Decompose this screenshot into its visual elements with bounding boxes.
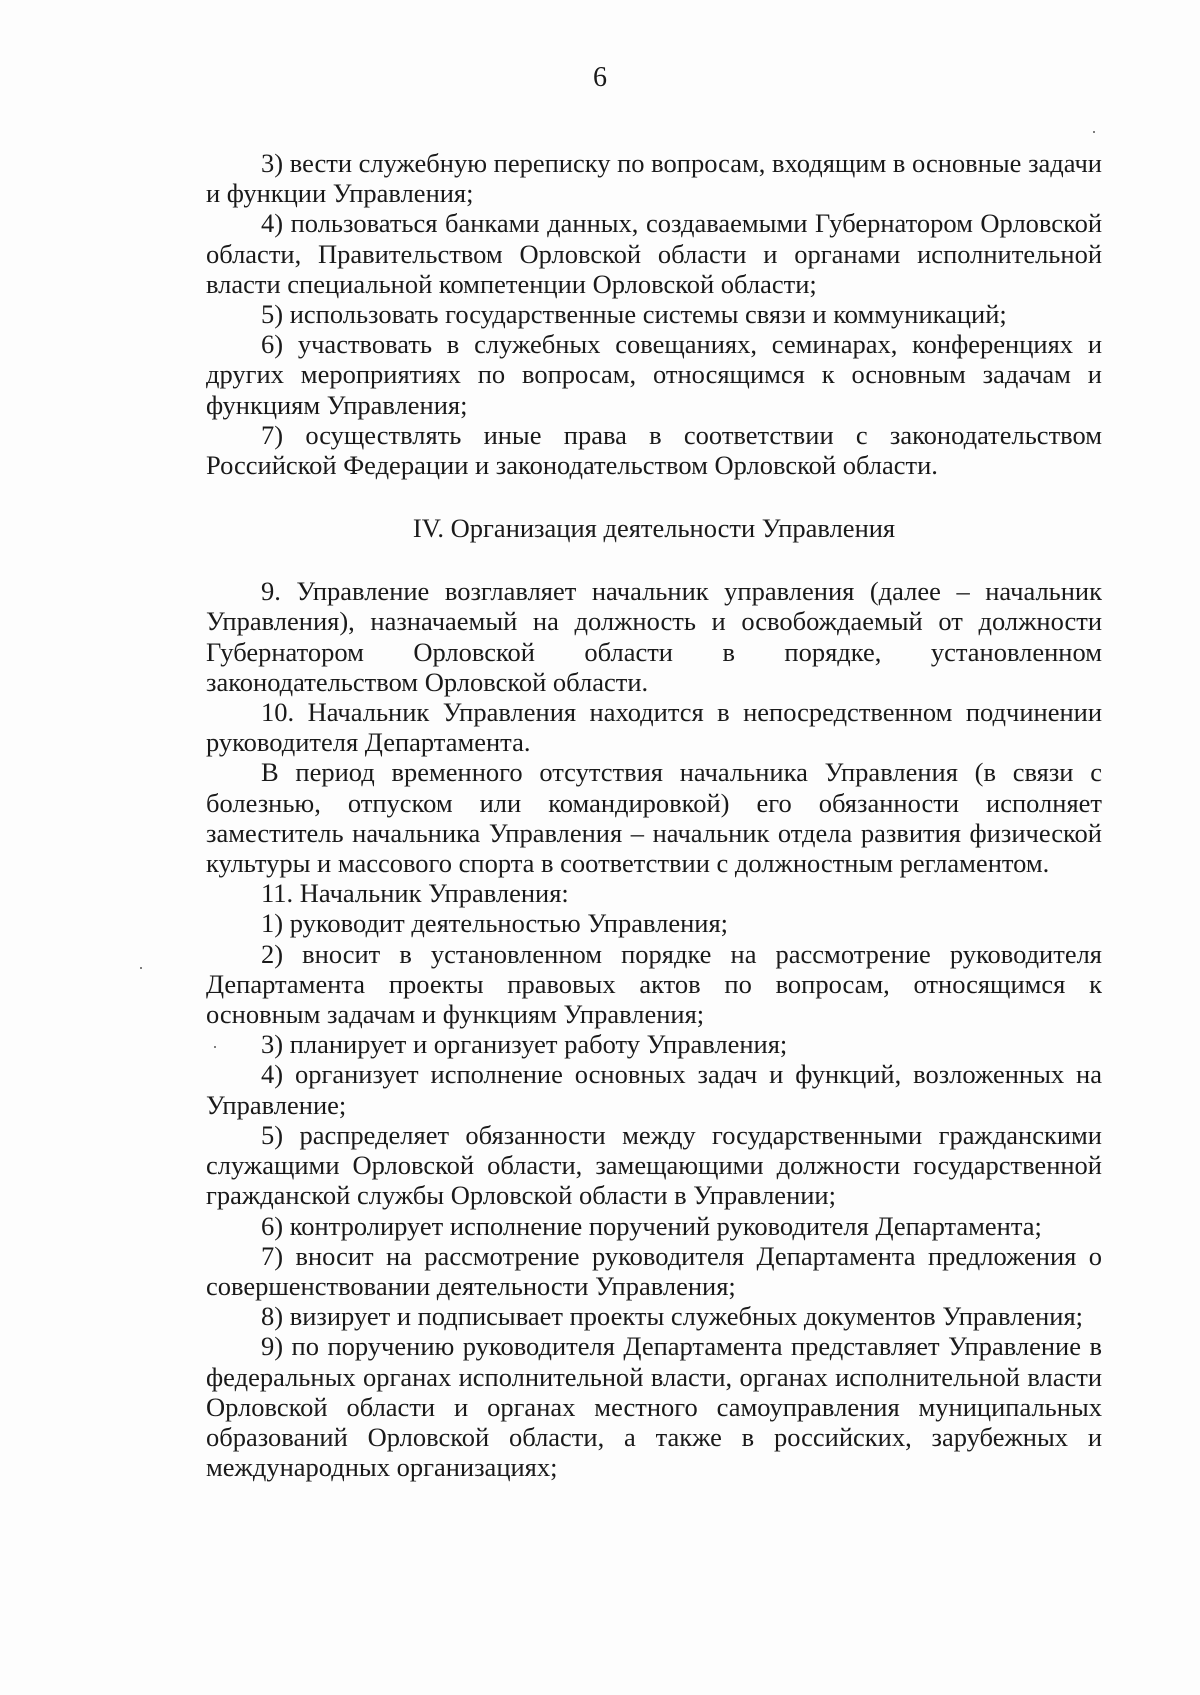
paragraph-rights-3: 3) вести служебную переписку по вопросам, входящим в основные задачи и функции Управления;: [206, 148, 1102, 209]
paragraph-11-item-1: 1) руководит деятельностью Управления;: [261, 908, 729, 939]
document-body: [206, 148, 1102, 1482]
paragraph-11: 11. Начальник Управления:: [261, 878, 569, 909]
paragraph-rights-4: 4) пользоваться банками данных, создаваемыми Губернатором Орловской области, Правительством Орловской области и органами исполнительной власти специальной компетенции Орловской области;: [206, 208, 1102, 299]
paragraph-11-item-8: 8) визирует и подписывает проекты служебных документов Управления;: [261, 1301, 1084, 1332]
paragraph-rights-7: 7) осуществлять иные права в соответствии с законодательством Российской Федерации и законодательством Орловской области.: [206, 419, 1102, 481]
paragraph-rights-5: 5) использовать государственные системы связи и коммуникаций;: [261, 299, 1007, 330]
paragraph-11-item-4: 4) организует исполнение основных задач и функций, возложенных на Управление;: [206, 1059, 1102, 1120]
page-number: 6: [593, 62, 607, 93]
scan-speck: [1093, 131, 1095, 133]
section-heading: IV. Организация деятельности Управления: [412, 513, 896, 544]
paragraph-11-item-2: 2) вносит в установленном порядке на рассмотрение руководителя Департамента проекты правовых актов по вопросам, относящимся к основным задачам и функциям Управления;: [206, 938, 1102, 1030]
paragraph-10-substitute: В период временного отсутствия начальника Управления (в связи с болезнью, отпуском или командировкой) его обязанности исполняет заместитель начальника Управления – начальник отдела развития физической культуры и массового спорта в соответствии с должностным регламентом.: [206, 757, 1102, 879]
paragraph-9: 9. Управление возглавляет начальник управления (далее – начальник Управления), назначаемый на должность и освобождаемый от должности Губернатором Орловской области в порядке, установленном законодательством Орловской области.: [206, 576, 1102, 697]
paragraph-11-item-7: 7) вносит на рассмотрение руководителя Департамента предложения о совершенствовании деятельности Управления;: [206, 1240, 1102, 1301]
paragraph-rights-6: 6) участвовать в служебных совещаниях, семинарах, конференциях и других мероприятиях по вопросам, относящимся к основным задачам и функциям Управления;: [206, 329, 1102, 420]
paragraph-11-item-9: 9) по поручению руководителя Департамента представляет Управление в федеральных органах исполнительной власти, органах исполнительной власти Орловской области и органах местного самоуправления муниципальных образований Орловской области, а также в российских, зарубежных и международных организациях;: [206, 1331, 1102, 1483]
scan-speck: [140, 967, 142, 969]
paragraph-11-item-5: 5) распределяет обязанности между государственными гражданскими служащими Орловской области, замещающими должности государственной гражданской службы Орловской области в Управлении;: [206, 1119, 1102, 1211]
paragraph-11-item-3: 3) планирует и организует работу Управления;: [261, 1029, 788, 1060]
paragraph-11-item-6: 6) контролирует исполнение поручений руководителя Департамента;: [261, 1210, 1042, 1241]
paragraph-10: 10. Начальник Управления находится в непосредственном подчинении руководителя Департамента.: [206, 697, 1102, 758]
